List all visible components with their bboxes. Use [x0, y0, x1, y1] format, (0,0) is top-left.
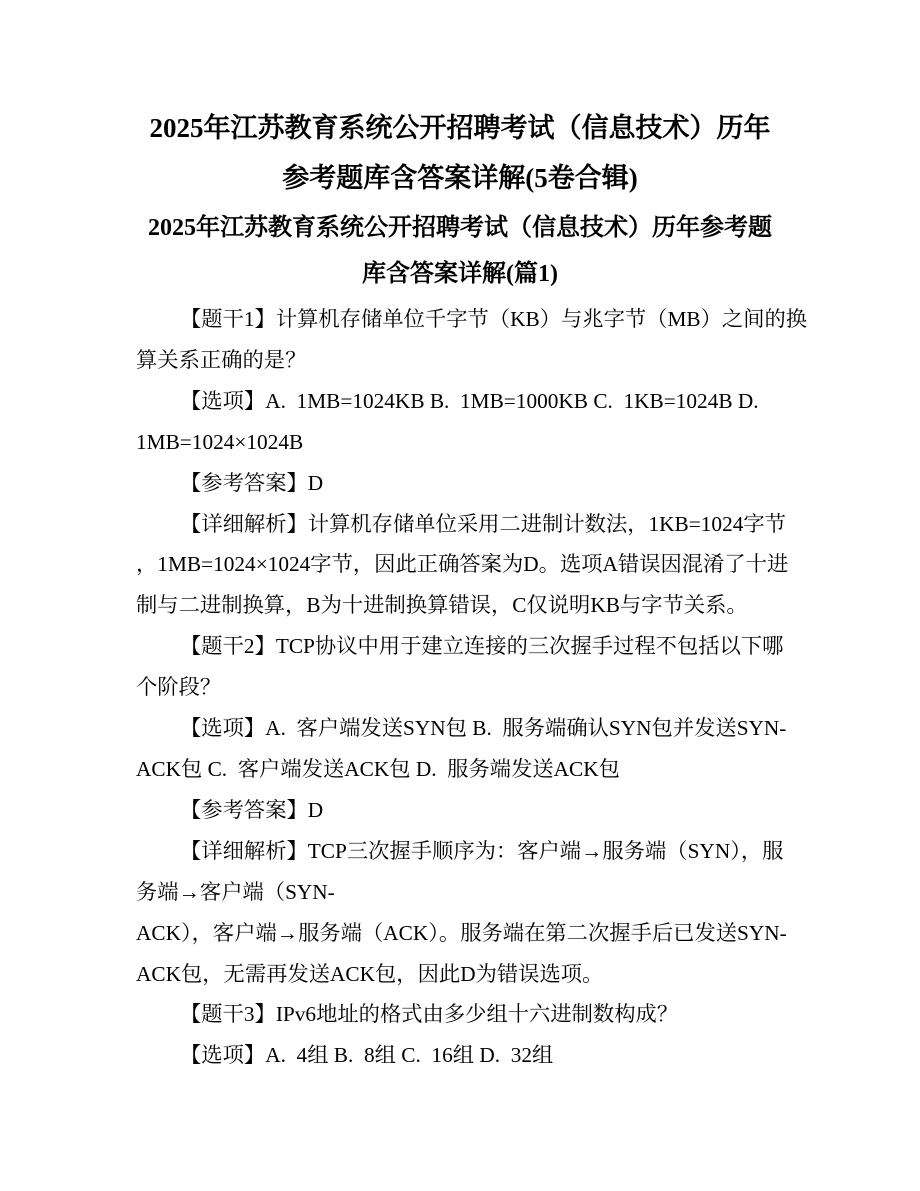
body-text-line: ACK包，无需再发送ACK包，因此D为错误选项。	[136, 961, 604, 986]
document-body	[136, 299, 808, 1076]
body-text-line: 【详细解析】TCP三次握手顺序为：客户端→服务端（SYN），服	[180, 838, 784, 863]
document-content	[136, 103, 808, 1076]
body-text-line: 【参考答案】D	[180, 797, 324, 822]
body-text-line: 制与二进制换算，B为十进制换算错误，C仅说明KB与字节关系。	[136, 593, 748, 618]
section-title-line: 2025年江苏教育系统公开招聘考试（信息技术）历年参考题	[148, 215, 772, 241]
body-text-line: 【题干3】IPv6地址的格式由多少组十六进制数构成？	[180, 1002, 679, 1027]
body-text-line: 务端→客户端（SYN-	[136, 879, 335, 904]
body-text-line: ACK包 C. 客户端发送ACK包 D. 服务端发送ACK包	[136, 756, 620, 781]
section-title-line: 库含答案详解(篇1)	[362, 261, 558, 287]
body-text-line: 【选项】A. 1MB=1024KB B. 1MB=1000KB C. 1KB=1024B D.	[180, 388, 759, 413]
body-text-line: 【详细解析】计算机存储单位采用二进制计数法，1KB=1024字节	[180, 511, 786, 536]
body-text-line: 【选项】A. 4组 B. 8组 C. 16组 D. 32组	[180, 1043, 554, 1068]
body-text-line: 【题干1】计算机存储单位千字节（KB）与兆字节（MB）之间的换	[180, 307, 808, 331]
document-title	[136, 103, 784, 203]
body-text-line: 【选项】A. 客户端发送SYN包 B. 服务端确认SYN包并发送SYN-	[180, 716, 787, 741]
body-text-line: 1MB=1024×1024B	[136, 429, 304, 454]
document-title-line: 2025年江苏教育系统公开招聘考试（信息技术）历年	[149, 113, 771, 143]
body-text-line: ACK），客户端→服务端（ACK）。服务端在第二次握手后已发送SYN-	[136, 920, 787, 945]
body-text-line: 个阶段？	[136, 675, 222, 700]
body-text-line: ，1MB=1024×1024字节，因此正确答案为D。选项A错误因混淆了十进	[136, 552, 789, 577]
body-text-line: 【题干2】TCP协议中用于建立连接的三次握手过程不包括以下哪	[180, 634, 784, 659]
body-text-line: 算关系正确的是？	[136, 347, 307, 372]
body-text-line: 【参考答案】D	[180, 470, 324, 495]
document-title-line: 参考题库含答案详解(5卷合辑)	[282, 163, 638, 193]
section-title	[136, 205, 784, 297]
